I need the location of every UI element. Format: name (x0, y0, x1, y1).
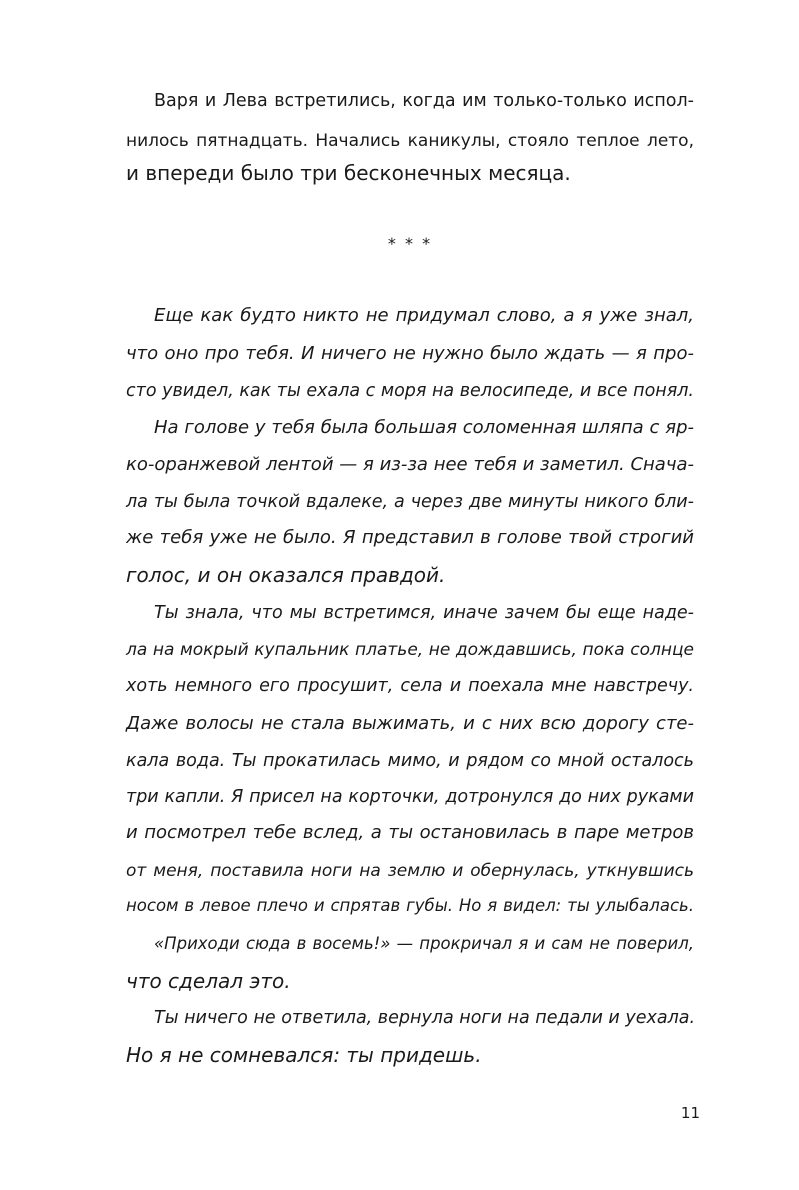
page-number: 11 (680, 1104, 700, 1122)
story-line-5: ко-оранжевой лентой — я из-за нее тебя и заметил. Снача- (126, 454, 694, 475)
intro-line-2: нилось пятнадцать. Начались каникулы, стояло теплое лето, (126, 131, 694, 151)
story-line-2: что оно про тебя. И ничего не нужно было ждать — я про- (126, 343, 694, 364)
story-line-12: Даже волосы не стала выжимать, и с них всю дорогу сте- (126, 713, 694, 734)
story-line-15: и посмотрел тебе вслед, а ты остановилась в паре метров (126, 822, 694, 843)
story-line-14: три капли. Я присел на корточки, дотронулся до них руками (126, 787, 694, 807)
story-line-21: Но я не сомневался: ты придешь. (126, 1043, 482, 1067)
book-page (126, 0, 694, 1190)
story-line-13: кала вода. Ты прокатилась мимо, и рядом со мной осталось (126, 751, 694, 771)
story-line-16: от меня, поставила ноги на землю и обернулась, уткнувшись (126, 861, 694, 881)
intro-line-3: и впереди было три бесконечных месяца. (126, 161, 571, 185)
story-line-8: голос, и он оказался правдой. (126, 563, 446, 587)
story-line-4: На голове у тебя была большая соломенная шляпа с яр- (154, 417, 694, 438)
story-line-7: же тебя уже не было. Я представил в голове твой строгий (126, 527, 694, 548)
story-line-19: что сделал это. (126, 969, 291, 993)
story-line-18: «Приходи сюда в восемь!» — прокричал я и сам не поверил, (154, 934, 694, 953)
story-line-9: Ты знала, что мы встретимся, иначе зачем бы еще наде- (154, 603, 694, 623)
story-line-3: сто увидел, как ты ехала с моря на велосипеде, и все понял. (126, 381, 694, 401)
story-line-17: носом в левое плечо и спрятав губы. Но я видел: ты улыбалась. (126, 896, 694, 915)
story-line-20: Ты ничего не ответила, вернула ноги на педали и уехала. (154, 1008, 696, 1028)
story-line-10: ла на мокрый купальник платье, не дождавшись, пока солнце (126, 640, 694, 660)
intro-line-1: Варя и Лева встретились, когда им только-только испол- (154, 91, 694, 111)
story-line-11: хоть немного его просушит, села и поехала мне навстречу. (126, 676, 694, 696)
section-separator: * * * (387, 234, 433, 253)
story-line-6: ла ты была точкой вдалеке, а через две минуты никого бли- (126, 492, 694, 512)
story-line-1: Еще как будто никто не придумал слово, а я уже знал, (154, 305, 694, 326)
